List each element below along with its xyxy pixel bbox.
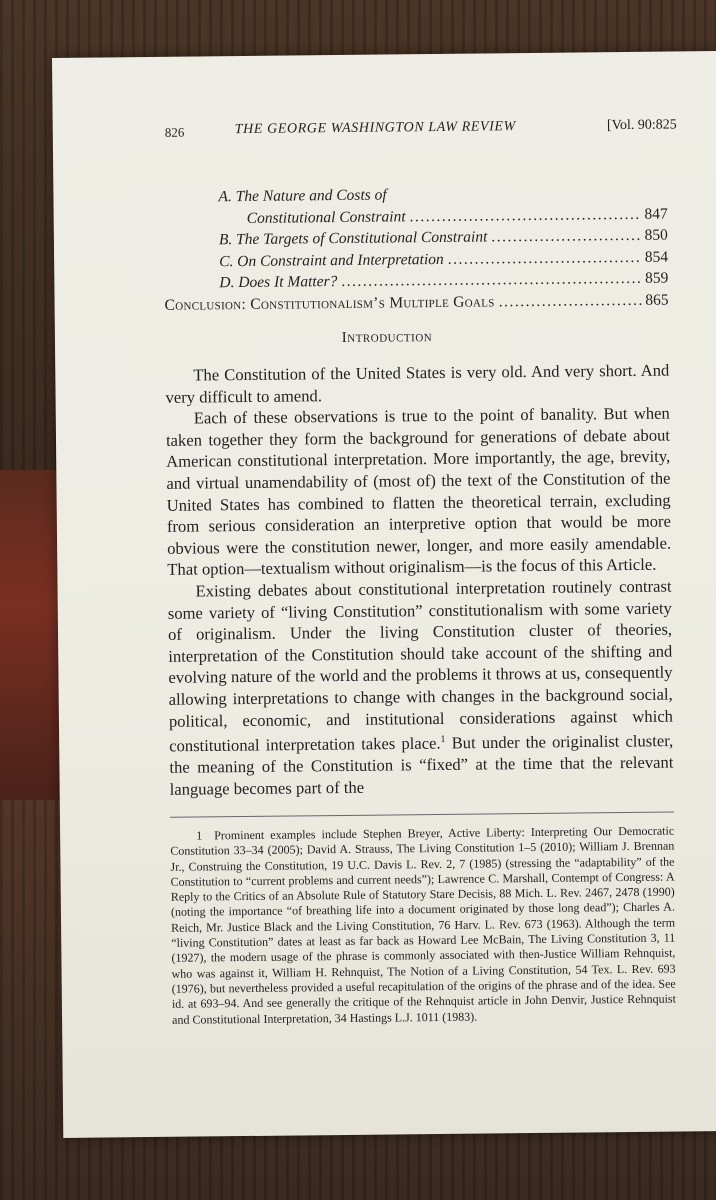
toc-page-number: 865 xyxy=(645,291,669,309)
toc-entry-label: D. Does It Matter? xyxy=(219,273,338,292)
toc-page-number: 850 xyxy=(644,226,668,244)
paragraph-text: But under the originalist cluster, the meaning of the Constitution is “fixed” at the time that the relevant language becomes part of the xyxy=(169,731,674,799)
body-text xyxy=(165,360,674,801)
toc-leader xyxy=(409,203,640,227)
footnote-marker: 1 xyxy=(440,734,446,746)
toc-entry-label: Constitutional Constraint xyxy=(246,207,406,227)
toc-leader xyxy=(491,225,641,248)
paragraph: Each of these observations is true to the point of banality. But when taken together they form the background for generations of debate about American constitutional interpretation. More importantly, the age, brevity, and virtual unamendability of (most of) the text of the Constitution of the United States has combined to flatten the theoretical terrain, excluding from serious consideration an interpretive option that would be more obvious were the constitution newer, longer, and more easily amendable. That option—textualism without originalism—is the focus of this Article. xyxy=(165,403,672,580)
footnote-divider xyxy=(170,812,674,818)
section-heading: Introduction xyxy=(341,329,433,346)
page-number: 826 xyxy=(164,124,185,140)
paragraph-text: Existing debates about constitutional interpretation routinely contrast some variety of “living Constitution” constitutionalism with some variety of originalism. Under the living Constitution cluster of theories, interpretation of the Constitution should take account of the shifting and evolving nature of the world and the problems it throws at us, consequently allowing interpretations to change with changes in the background social, political, economic, and institutional considerations against which constitutional interpretation takes place. xyxy=(167,576,674,756)
footnote-number: 1 xyxy=(196,828,203,843)
toc-page-number: 854 xyxy=(644,248,669,266)
footnote-text: Prominent examples include Stephen Breyer, Active Liberty: Interpreting Our Democratic Constitution 33–34 (2005); David A. Strauss, The Living Constitution 1–5 (2010); William J. Brennan Jr., Construing the Constitution, 19 U.C. Davis L. Rev. 2, 7 (1985) (stressing the “adaptability” of the Constitution to “current problems and current needs”); Lawrence C. Marshall, Contempt of Congress: A Reply to the Critics of an Absolute Rule of Statutory Stare Decisis, 88 Mich. L. Rev. 2467, 2478 (1990) (noting the importance “of breathing life into a document originated by those long dead”); Charles A. Reich, Mr. Justice Black and the Living Constitution, 76 Harv. L. Rev. 673 (1963). Although the term “living Constitution” dates at least as far back as Howard Lee McBain, The Living Constitution 3, 11 (1927), the modern usage of the phrase is commonly associated with then-Justice William Rehnquist, who was against it, William H. Rehnquist, The Notion of a Living Constitution, 54 Tex. L. Rev. 693 (1976), but nevertheless provided a useful recapitulation of the origins of the phrase and of the idea. See id. at 693–94. And see generally the critique of the Rehnquist article in John Denvir, Justice Rehnquist and Constitutional Interpretation, 34 Hastings L.J. 1011 (1983). xyxy=(170,823,676,1027)
toc-entry-label: Conclusion: Constitutionalism’s Multiple Goals xyxy=(164,292,495,314)
toc-page-number: 859 xyxy=(645,269,669,287)
paragraph: The Constitution of the United States is very old. And very short. And very difficult to amend. xyxy=(165,360,670,407)
toc-entry-conclusion xyxy=(164,289,668,316)
paragraph xyxy=(167,575,673,800)
wood-background xyxy=(0,470,60,800)
toc-entry-label: A. The Nature and Costs of xyxy=(218,186,387,206)
footnote-paragraph xyxy=(170,824,676,1028)
journal-title: THE GEORGE WASHINGTON LAW REVIEW xyxy=(234,119,516,138)
toc-entry-label: C. On Constraint and Interpretation xyxy=(219,250,444,270)
volume-citation: [Vol. 90:825 xyxy=(606,117,677,134)
toc-leader xyxy=(448,246,641,270)
toc-leader xyxy=(499,289,642,312)
footnote xyxy=(170,824,676,1028)
table-of-contents xyxy=(163,182,668,316)
toc-page-number: 847 xyxy=(644,205,668,223)
book-page xyxy=(52,51,716,1138)
toc-entry-label: B. The Targets of Constitutional Constraint xyxy=(218,228,488,249)
toc-leader xyxy=(341,268,641,293)
running-header xyxy=(165,117,677,142)
